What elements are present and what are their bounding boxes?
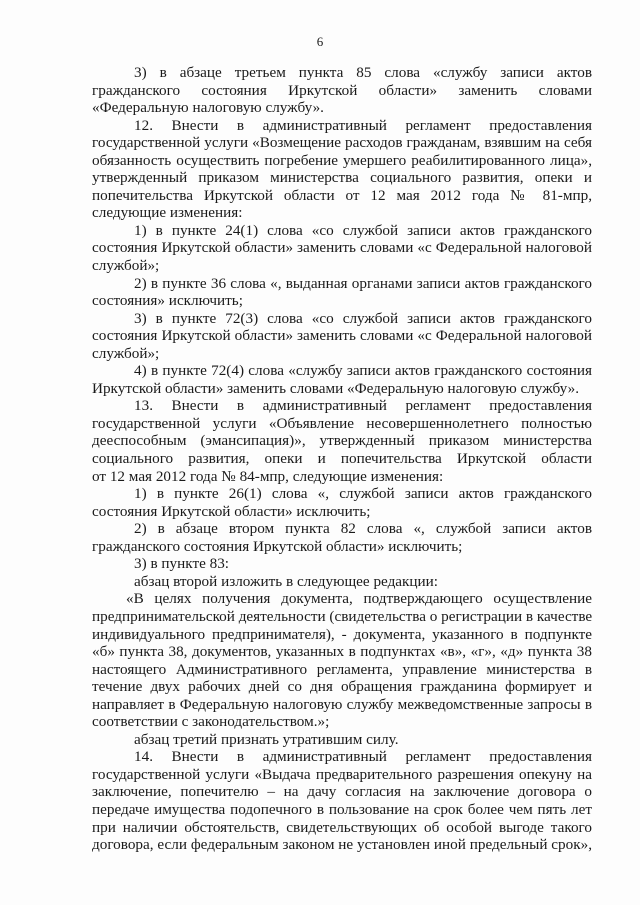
text-line: состояния Иркутской области» заменить словами «с Федеральной налоговой [92, 239, 592, 257]
text-line: 14. Внести в административный регламент предоставления [134, 748, 592, 766]
text-line: «б» пункта 38, документов, указанных в подпунктах «в», «г», «д» пункта 38 [92, 643, 592, 661]
text-line: «Федеральную налоговую службу». [92, 99, 324, 117]
text-line: при наличии обстоятельств, свидетельствующих об особой выгоде такого [92, 818, 592, 836]
text-line: следующие изменения: [92, 204, 243, 222]
text-line: 3) в абзаце третьем пункта 85 слова «службу записи актов [134, 64, 592, 81]
text-line: 1) в пункте 24(1) слова «со службой записи актов гражданского [134, 221, 592, 239]
text-line: 3) в пункте 83: [134, 555, 230, 573]
text-line: утвержденный приказом министерства социального развития, опеки и [92, 169, 592, 187]
text-line: государственной услуги «Объявление несовершеннолетнего полностью [92, 414, 592, 432]
text-line: 13. Внести в административный регламент предоставления [134, 397, 592, 415]
text-line: 3) в пункте 72(3) слова «со службой записи актов гражданского [134, 309, 592, 327]
text-line: 2) в пункте 36 слова «, выданная органами записи актов гражданского [134, 274, 592, 292]
text-line: государственной услуги «Возмещение расходов гражданам, взявшим на себя [92, 134, 592, 152]
text-line: абзац второй изложить в следующее редакции: [134, 572, 439, 590]
text-line: направляет в Федеральную налоговую службу межведомственные запросы в [92, 695, 592, 713]
text-line: течение двух рабочих дней со дня обращения гражданина формирует и [92, 678, 592, 696]
text-line: 4) в пункте 72(4) слова «службу записи актов гражданского состояния [134, 362, 592, 380]
text-line: гражданского состояния Иркутской области» заменить словами [92, 81, 592, 99]
text-line: Иркутской области» заменить словами «Федеральную налоговую службу». [92, 379, 579, 397]
text-line: 2) в абзаце втором пункта 82 слова «, службой записи актов [134, 520, 592, 538]
text-line: службой»; [92, 344, 160, 362]
text-line: «В целях получения документа, подтверждающего осуществление [126, 590, 592, 608]
text-line: индивидуального предпринимателя), - документа, указанного в подпункте [92, 625, 592, 643]
text-line: 1) в пункте 26(1) слова «, службой записи актов гражданского [134, 485, 592, 503]
text-line: социального развития, опеки и попечительства Иркутской области [92, 450, 592, 468]
text-line: состояния» исключить; [92, 292, 243, 310]
text-line: соответствии с законодательством.»; [92, 713, 330, 731]
text-line: состояния Иркутской области» исключить; [92, 502, 371, 520]
text-line: обязанность осуществить погребение умершего реабилитированного лица», [92, 151, 592, 169]
text-line: настоящего Административного регламента, управление министерства в [92, 660, 592, 678]
text-line: предпринимательской деятельности (свидетельства о регистрации в качестве [92, 607, 593, 625]
text-line: от 12 мая 2012 года № 84-мпр, следующие изменения: [92, 467, 444, 485]
text-line: дееспособным (эмансипация)», утвержденный приказом министерства [92, 432, 592, 450]
text-line: договора, если федеральным законом не установлен иной предельный срок», [92, 836, 592, 854]
text-line: государственной услуги «Выдача предварительного разрешения опекуну на [92, 765, 592, 783]
text-line: передаче имущества подопечного в пользование на срок более чем пять лет [92, 800, 592, 818]
text-line: попечительства Иркутской области от 12 мая 2012 года № 81-мпр, [92, 186, 592, 204]
text-line: состояния Иркутской области» заменить словами «с Федеральной налоговой [92, 327, 592, 345]
page-number: 6 [316, 34, 324, 49]
text-line: заключение, попечителю – на дачу согласия на заключение договора о [92, 783, 592, 801]
text-line: службой»; [92, 257, 160, 275]
text-line: гражданского состояния Иркутской области» исключить; [92, 537, 463, 555]
text-line: 12. Внести в административный регламент предоставления [134, 116, 592, 134]
text-line: абзац третий признать утратившим силу. [134, 730, 399, 748]
document-body [92, 64, 592, 854]
